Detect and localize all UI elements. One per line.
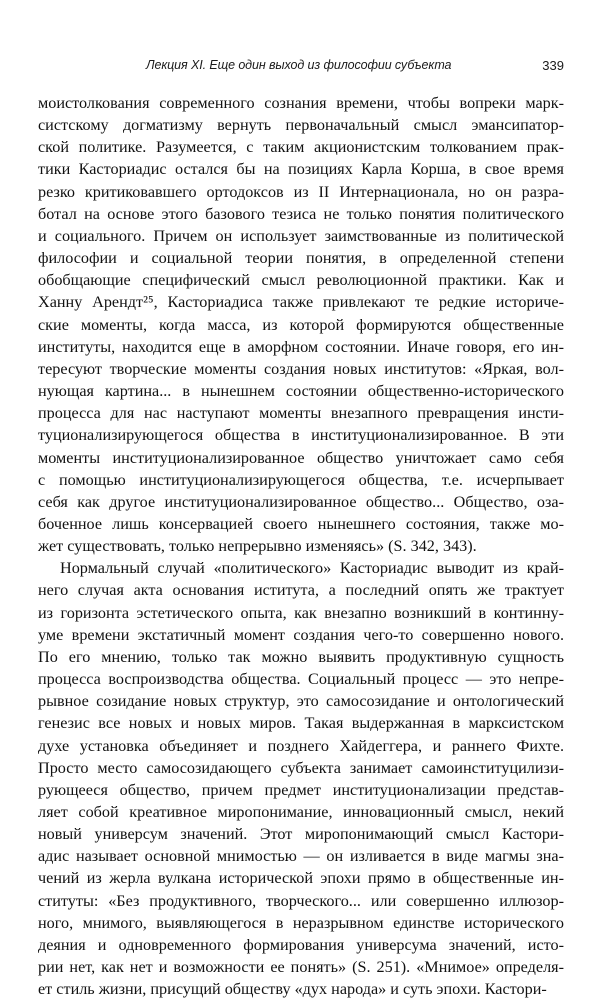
- text-line: чений из жерла вулкана исторической эпохи прямо в общественные ин-: [38, 869, 564, 888]
- text-line: новый универсум значений. Этот миропонимающий смысл Кастори-: [38, 825, 564, 844]
- text-line: философии и социальной теории понятия, в определенной степени: [38, 249, 564, 268]
- text-line: боченное лишь консервацией своего нынешнего состояния, также мо-: [38, 514, 564, 533]
- running-head: [38, 58, 564, 78]
- text-line: рывное созидание новых структур, это самосозидание и онтологический: [38, 692, 564, 711]
- page-number: 339: [542, 58, 564, 73]
- text-line: обобщающие специфический смысл революционной практики. Как и: [38, 271, 564, 290]
- text-line: институты, находится еще в аморфном состоянии. Иначе говоря, его ин-: [38, 337, 564, 356]
- text-line: адис называет основной мнимостью — он изливается в виде магмы зна-: [38, 847, 564, 866]
- chapter-title: Лекция XI. Еще один выход из философии субъекта: [146, 58, 452, 72]
- text-line: ет стиль жизни, присущий обществу «дух народа» и суть эпохи. Кастори-: [38, 980, 547, 999]
- text-line: моменты институционализированное общество уничтожает само себя: [38, 448, 564, 467]
- text-line: из горизонта эстетического опыта, как внезапно возникший в континну-: [38, 603, 564, 622]
- text-line: тики Касториадис остался бы на позициях Карла Корша, в свое время: [38, 160, 564, 179]
- text-line: туционализирующегося общества в институционализированное. В эти: [38, 426, 564, 445]
- text-line: Ханну Арендт²⁵, Касториадиса также привлекают те редкие историче-: [38, 293, 564, 312]
- text-line: ские моменты, когда масса, из которой формируются общественные: [38, 315, 564, 334]
- text-line: нующая картина... в нынешнем состоянии общественно-исторического: [38, 382, 564, 401]
- text-line: ляет собой креативное миропонимание, инновационный смысл, некий: [38, 803, 564, 821]
- paragraph: [38, 557, 564, 1000]
- text-line: него случая акта основания иститута, а последний опять же трактует: [38, 581, 564, 600]
- text-line: процесса воспроизводства общества. Социальный процесс — это непре-: [38, 670, 564, 689]
- paragraph: [38, 92, 564, 557]
- text-line: резко критиковавшего ортодоксов из II Интернационала, но он разра-: [38, 182, 564, 201]
- text-line: деяния и одновременного формирования универсума значений, исто-: [38, 935, 564, 954]
- text-line: тересуют творческие моменты создания новых институтов: «Яркая, вол-: [38, 359, 564, 378]
- body-text: [38, 92, 564, 1000]
- text-line: По его мнению, только так можно выявить продуктивную сущность: [38, 647, 564, 666]
- text-line: Нормальный случай «политического» Касториадис выводит из край-: [60, 559, 564, 578]
- text-line: уме времени экстатичный момент создания чего-то совершенно нового.: [38, 625, 564, 644]
- text-line: ботал на основе этого базового тезиса не только понятия политического: [38, 204, 564, 223]
- text-line: ской политике. Разумеется, с таким акционистским толкованием прак-: [38, 138, 564, 157]
- text-line: рующееся общество, причем предмет институционализации представ-: [38, 780, 564, 799]
- text-line: процесса для нас наступают моменты внезапного превращения инсти-: [38, 404, 564, 423]
- text-line: систскому догматизму вернуть первоначальный смысл эмансипатор-: [38, 116, 564, 135]
- text-line: моистолкования современного сознания времени, чтобы вопреки марк-: [38, 94, 564, 112]
- text-line: жет существовать, только непрерывно изменяясь» (S. 342, 343).: [38, 537, 477, 556]
- text-line: и социального. Причем он использует заимствованные из политической: [38, 226, 564, 245]
- text-line: Просто место самосозидающего субъекта занимает самоинституцилизи-: [38, 758, 564, 777]
- text-line: ституты: «Без продуктивного, творческого... или совершенно иллюзор-: [38, 891, 564, 910]
- text-line: генезис все новых и новых миров. Такая выдержанная в марксистском: [38, 714, 564, 733]
- text-line: себя как другое институционализированное общество... Общество, оза-: [38, 492, 564, 511]
- text-line: ного, мнимого, выявляющегося в неразрывном единстве исторического: [38, 913, 564, 932]
- text-line: рии нет, как нет и возможности ее понять» (S. 251). «Мнимое» определя-: [38, 958, 564, 977]
- text-line: духе установка объединяет и позднего Хайдеггера, и раннего Фихте.: [38, 736, 564, 755]
- text-line: с помощью институционализирующегося общества, т.е. исчерпывает: [38, 470, 564, 489]
